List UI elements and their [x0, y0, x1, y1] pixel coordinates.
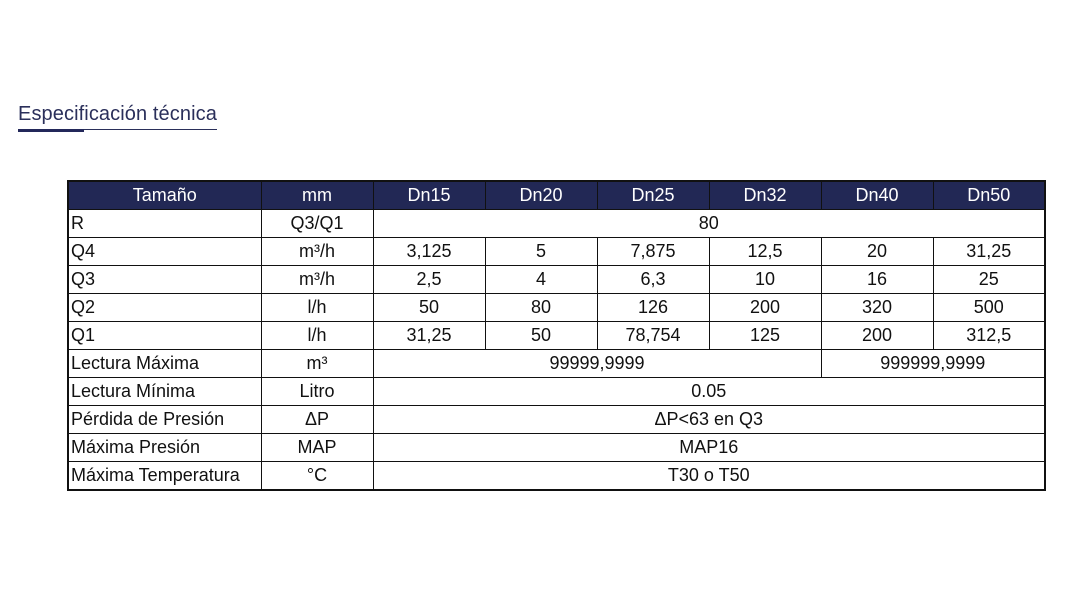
header-cell: Dn25 [597, 181, 709, 210]
row-label: Lectura Máxima [68, 350, 261, 378]
row-label: Q4 [68, 238, 261, 266]
merged-value-cell: MAP16 [373, 434, 1045, 462]
header-cell: Dn50 [933, 181, 1045, 210]
value-cell: 320 [821, 294, 933, 322]
row-unit: ΔP [261, 406, 373, 434]
value-cell: 3,125 [373, 238, 485, 266]
page-title: Especificación técnica [18, 103, 217, 130]
table-row [68, 238, 1045, 266]
header-cell: Dn20 [485, 181, 597, 210]
header-cell: Dn32 [709, 181, 821, 210]
value-cell: 200 [709, 294, 821, 322]
value-cell: 125 [709, 322, 821, 350]
value-cell: 25 [933, 266, 1045, 294]
value-cell: 6,3 [597, 266, 709, 294]
title-block [18, 103, 217, 130]
row-unit: m³/h [261, 238, 373, 266]
header-cell: Tamaño [68, 181, 261, 210]
header-cell: mm [261, 181, 373, 210]
value-cell: 2,5 [373, 266, 485, 294]
table-row [68, 266, 1045, 294]
row-label: Máxima Presión [68, 434, 261, 462]
value-cell: 4 [485, 266, 597, 294]
header-cell: Dn15 [373, 181, 485, 210]
value-cell: 50 [373, 294, 485, 322]
value-cell: 12,5 [709, 238, 821, 266]
value-cell: 31,25 [933, 238, 1045, 266]
value-cell: 16 [821, 266, 933, 294]
table-row [68, 462, 1045, 491]
value-cell: 5 [485, 238, 597, 266]
merged-value-cell: ΔP<63 en Q3 [373, 406, 1045, 434]
value-cell: 78,754 [597, 322, 709, 350]
header-cell: Dn40 [821, 181, 933, 210]
value-cell: 20 [821, 238, 933, 266]
row-label: Pérdida de Presión [68, 406, 261, 434]
table-row [68, 294, 1045, 322]
value-cell: 7,875 [597, 238, 709, 266]
row-label: R [68, 210, 261, 238]
row-unit: m³ [261, 350, 373, 378]
merged-value-cell: 99999,9999 [373, 350, 821, 378]
table-row [68, 350, 1045, 378]
row-label: Q3 [68, 266, 261, 294]
table-row [68, 434, 1045, 462]
table-header-row [68, 181, 1045, 210]
row-unit: m³/h [261, 266, 373, 294]
row-unit: l/h [261, 294, 373, 322]
value-cell: 126 [597, 294, 709, 322]
row-label: Q1 [68, 322, 261, 350]
spec-table [67, 180, 1046, 491]
merged-value-cell: 999999,9999 [821, 350, 1045, 378]
row-unit: Litro [261, 378, 373, 406]
value-cell: 500 [933, 294, 1045, 322]
value-cell: 80 [485, 294, 597, 322]
merged-value-cell: T30 o T50 [373, 462, 1045, 491]
row-label: Q2 [68, 294, 261, 322]
value-cell: 312,5 [933, 322, 1045, 350]
row-label: Máxima Temperatura [68, 462, 261, 491]
table-row [68, 378, 1045, 406]
table-row [68, 406, 1045, 434]
value-cell: 10 [709, 266, 821, 294]
merged-value-cell: 0.05 [373, 378, 1045, 406]
row-unit: °C [261, 462, 373, 491]
value-cell: 200 [821, 322, 933, 350]
title-underline-accent [18, 129, 84, 132]
table-row [68, 210, 1045, 238]
value-cell: 50 [485, 322, 597, 350]
row-unit: MAP [261, 434, 373, 462]
table-row [68, 322, 1045, 350]
merged-value-cell: 80 [373, 210, 1045, 238]
value-cell: 31,25 [373, 322, 485, 350]
row-label: Lectura Mínima [68, 378, 261, 406]
row-unit: l/h [261, 322, 373, 350]
row-unit: Q3/Q1 [261, 210, 373, 238]
